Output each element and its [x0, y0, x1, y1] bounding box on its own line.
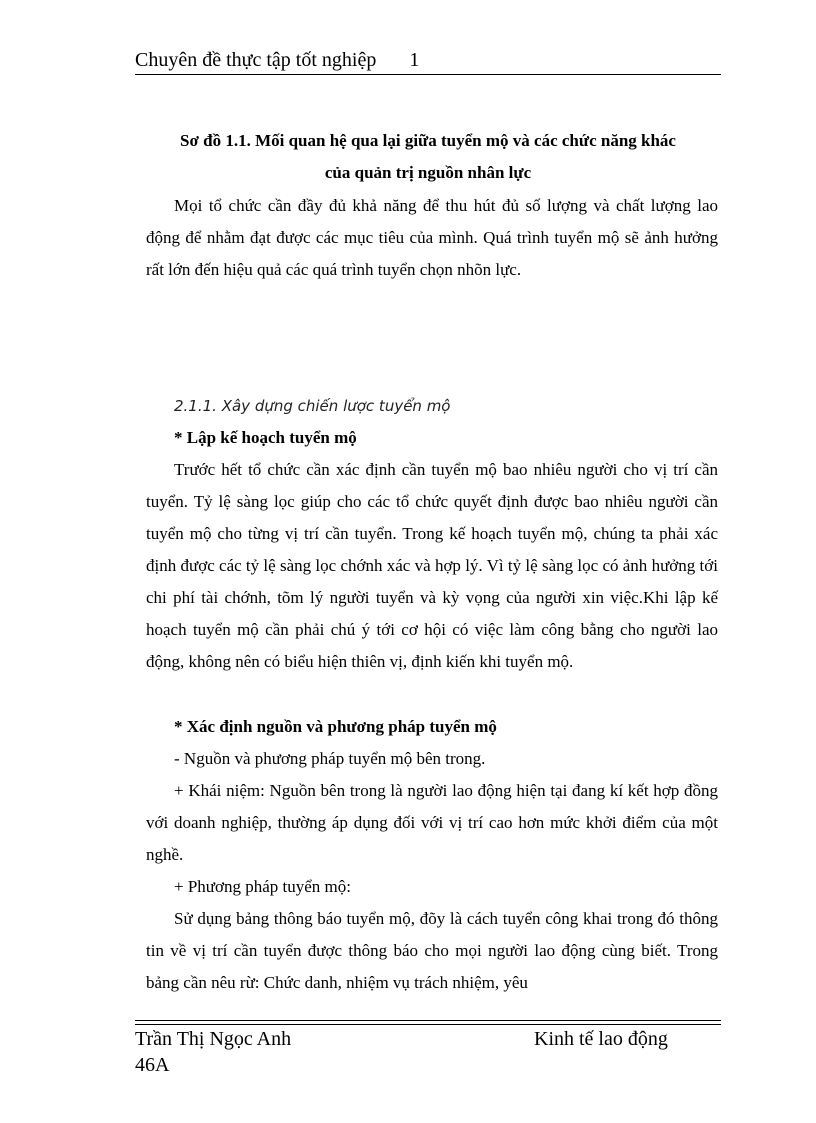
footer-class: 46A	[135, 1054, 170, 1076]
paragraph-concept: + Khái niệm: Nguồn bên trong là người lao động hiện tại đang kí kết hợp đồng với doanh nghiệp, thường áp dụng đối với vị trí cao hơn mức khởi điểm của một nghề.	[146, 781, 718, 864]
paragraph-plan: Trước hết tổ chức cần xác định cần tuyển mộ bao nhiêu người cho vị trí cần tuyển. Tỷ lệ sàng lọc giúp cho các tổ chức quyết định được bao nhiêu người cần tuyển mộ cho từng vị trí cần tuyển. Trong kế hoạch tuyển mộ, chúng ta phải xác định được các tỷ lệ sàng lọc chớnh xác và hợp lý. Vì tỷ lệ sàng lọc có ảnh hưởng tới chi phí tài chớnh, tõm lý người tuyển và kỳ vọng của người xin việc.Khi lập kế hoạch tuyển mộ cần phải chú ý tới cơ hội có việc làm công bằng cho người lao động, không nên có biểu hiện thiên vị, định kiến khi tuyển mộ.	[146, 460, 718, 671]
paragraph-notice: Sử dụng bảng thông báo tuyển mộ, đõy là cách tuyển công khai trong đó thông tin về vị trí cần tuyển được thông báo cho mọi người lao động cùng biết. Trong bảng cần nêu rừ: Chức danh, nhiệm vụ trách nhiệm, yêu	[146, 909, 718, 992]
figure-caption-line1: Sơ đồ 1.1. Mối quan hệ qua lại giữa tuyển mộ và các chức năng khác	[180, 131, 676, 150]
footer-author: Trần Thị Ngọc Anh	[135, 1028, 292, 1050]
footer-rule-top	[135, 1020, 721, 1021]
line-internal-source: - Nguồn và phương pháp tuyển mộ bên trong.	[174, 749, 486, 768]
subheading-plan: * Lập kế hoạch tuyển mộ	[174, 428, 357, 447]
subheading-sources: * Xác định nguồn và phương pháp tuyển mộ	[174, 717, 497, 736]
footer-major: Kinh tế lao động	[534, 1028, 668, 1050]
figure-caption-line2: của quản trị nguồn nhân lực	[324, 163, 532, 182]
section-heading: 2.1.1. Xây dựng chiến lược tuyển mộ	[174, 397, 451, 415]
footer-author-block	[135, 1026, 291, 1078]
paragraph-intro: Mọi tổ chức cần đầy đủ khả năng để thu hút đủ số lượng và chất lượng lao động để nhằm đạt được các mục tiêu của mình. Quá trình tuyển mộ sẽ ảnh hưởng rất lớn đến hiệu quả các quá trình tuyển chọn nhõn lực.	[146, 196, 718, 279]
line-method: + Phương pháp tuyển mộ:	[174, 877, 352, 896]
footer-rule-bottom	[135, 1024, 721, 1025]
header-title: Chuyên đề thực tập tốt nghiệp	[135, 49, 377, 71]
page-header	[135, 46, 721, 74]
page-number: 1	[409, 49, 420, 71]
header-rule	[135, 74, 721, 75]
